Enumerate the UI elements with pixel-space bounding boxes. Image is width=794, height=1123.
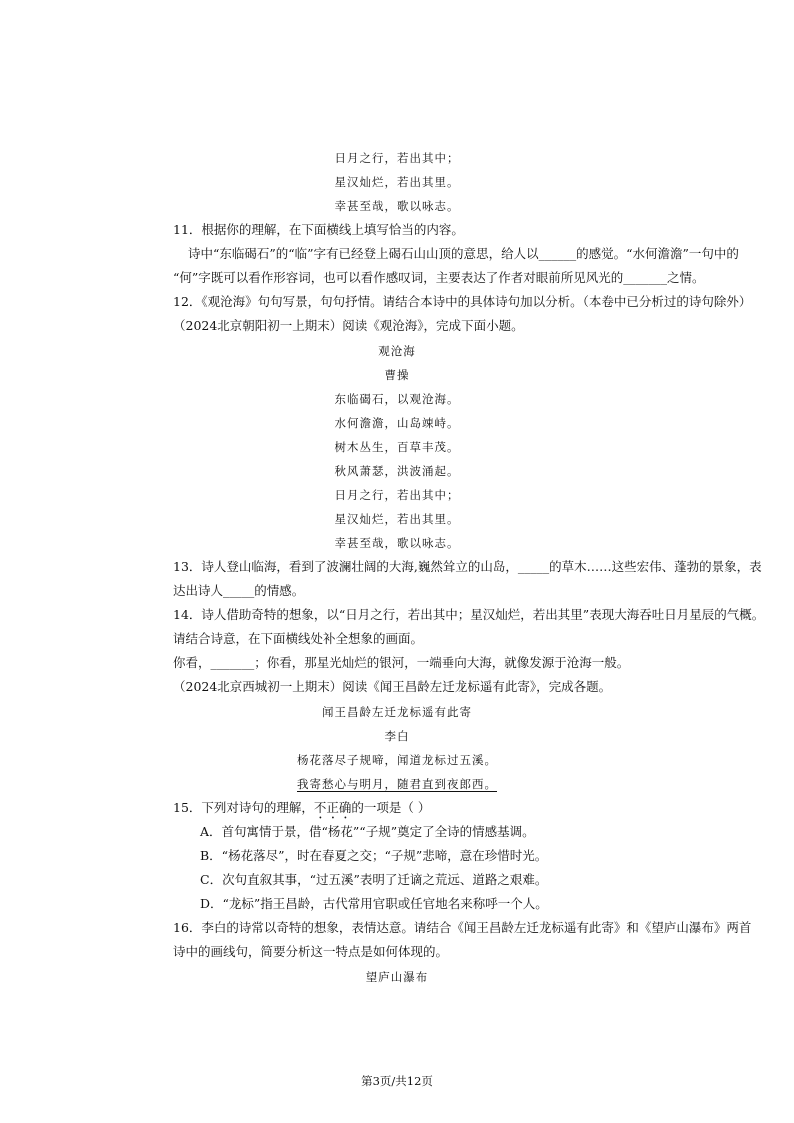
question-13-text: 达出诗人_____的情感。 xyxy=(173,583,305,598)
question-14-text: 14．诗人借助奇特的想象，以“日月之行，若出其中；星汉灿烂，若出其里”表现大海吞吐日月星辰的气概。 xyxy=(173,607,765,622)
option-d: D．“龙标”指王昌龄，古代常用官职或任官地名来称呼一个人。 xyxy=(200,896,548,911)
question-15-stem-post: 的一项是（ ） xyxy=(351,800,431,815)
question-11-text: “何”字既可以看作形容词，也可以看作感叹词，主要表达了作者对眼前所见风光的_______之情。 xyxy=(173,270,705,285)
poem-line: 杨花落尽子规啼，闻道龙标过五溪。 xyxy=(297,753,497,767)
poem-author: 李白 xyxy=(384,729,410,743)
question-11-text: 诗中“东临碣石”的“临”字有已经登上碣石山山顶的意思，给人以______的感觉。“水何澹澹”一句中的 xyxy=(188,246,739,261)
poem-line: 幸甚至哉，歌以咏志。 xyxy=(334,199,460,213)
question-13-text: 13．诗人登山临海，看到了波澜壮阔的大海,巍然耸立的山岛，_____的草木……这些宏伟、蓬勃的景象，表 xyxy=(173,559,762,574)
poem-author: 曹操 xyxy=(384,368,410,382)
poem-line: 东临碣石，以观沧海。 xyxy=(334,392,460,406)
poem-line: 星汉灿烂，若出其里。 xyxy=(334,175,460,189)
option-b: B．“杨花落尽”，时在春夏之交；“子规”悲啼，意在珍惜时光。 xyxy=(200,848,548,863)
poem-title: 望庐山瀑布 xyxy=(365,970,429,984)
poem-line: 日月之行，若出其中； xyxy=(334,488,460,502)
question-11-stem: 11．根据你的理解，在下面横线上填写恰当的内容。 xyxy=(173,222,464,237)
poem-title: 闻王昌龄左迁龙标遥有此寄 xyxy=(322,705,472,719)
question-15-stem xyxy=(173,800,430,822)
poem-line: 树木丛生，百草丰茂。 xyxy=(334,440,460,454)
question-14-answer-line: 你看，_______；你看，那星光灿烂的银河，一端垂向大海，就像发源于沧海一般。 xyxy=(173,655,630,670)
poem-line: 幸甚至哉，歌以咏志。 xyxy=(334,536,460,550)
section-intro: （2024北京朝阳初一上期末）阅读《观沧海》，完成下面小题。 xyxy=(173,318,524,333)
question-14-text: 请结合诗意，在下面横线处补全想象的画面。 xyxy=(173,631,424,646)
poem-line: 秋风萧瑟，洪波涌起。 xyxy=(334,464,460,478)
poem-line: 日月之行，若出其中； xyxy=(334,151,460,165)
poem-line: 星汉灿烂，若出其里。 xyxy=(334,512,460,526)
question-12-text: 12．《观沧海》句句写景，句句抒情。请结合本诗中的具体诗句加以分析。（本卷中已分析过的诗句除外） xyxy=(173,294,752,309)
emphasis-dotted-text: 不正确 xyxy=(313,800,352,815)
question-16-text: 诗中的画线句，简要分析这一特点是如何体现的。 xyxy=(173,944,449,959)
poem-title: 观沧海 xyxy=(378,344,416,358)
underlined-poem-line: 我寄愁心与明月，随君直到夜郎西。 xyxy=(297,777,497,791)
poem-line-underlined xyxy=(0,776,794,792)
option-c: C．次句直叙其事，“过五溪”表明了迁谪之荒远、道路之艰难。 xyxy=(200,872,548,887)
question-15-stem-pre: 15．下列对诗句的理解， xyxy=(173,800,314,815)
section-intro: （2024北京西城初一上期末）阅读《闻王昌龄左迁龙标遥有此寄》，完成各题。 xyxy=(173,679,612,694)
page-number: 第3页/共12页 xyxy=(361,1074,433,1088)
option-a: A．首句寓情于景，借“杨花”“子规”奠定了全诗的情感基调。 xyxy=(200,824,535,839)
poem-line: 水何澹澹，山岛竦峙。 xyxy=(334,416,460,430)
question-16-text: 16．李白的诗常以奇特的想象，表情达意。请结合《闻王昌龄左迁龙标遥有此寄》和《望庐山瀑布》两首 xyxy=(173,920,752,935)
